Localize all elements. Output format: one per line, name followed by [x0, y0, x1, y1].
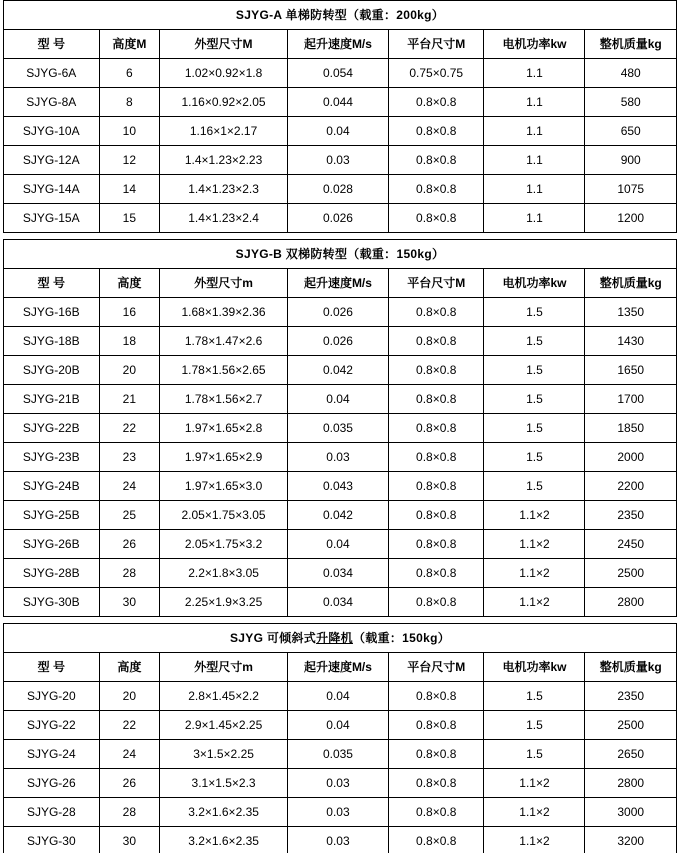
cell-dimensions: 1.97×1.65×3.0 [160, 472, 288, 501]
cell-weight: 480 [585, 59, 677, 88]
table-row [4, 146, 677, 175]
cell-platform-size: 0.8×0.8 [388, 356, 484, 385]
cell-motor-power: 1.1×2 [484, 559, 585, 588]
cell-platform-size: 0.8×0.8 [388, 117, 484, 146]
column-header-weight: 整机质量kg [585, 269, 677, 298]
cell-lift-speed: 0.04 [287, 711, 388, 740]
cell-motor-power: 1.5 [484, 356, 585, 385]
cell-platform-size: 0.8×0.8 [388, 443, 484, 472]
cell-platform-size: 0.8×0.8 [388, 146, 484, 175]
table-row [4, 175, 677, 204]
cell-lift-speed: 0.03 [287, 798, 388, 827]
cell-model: SJYG-18B [4, 327, 100, 356]
cell-height: 24 [99, 472, 160, 501]
cell-model: SJYG-24B [4, 472, 100, 501]
table-title-row [4, 240, 677, 269]
cell-dimensions: 2.8×1.45×2.2 [160, 682, 288, 711]
cell-platform-size: 0.8×0.8 [388, 827, 484, 853]
table-row [4, 298, 677, 327]
column-header-platform-size: 平台尺寸M [388, 269, 484, 298]
cell-weight: 2000 [585, 443, 677, 472]
cell-motor-power: 1.5 [484, 298, 585, 327]
spec-table-sjyg-tiltable [3, 623, 677, 853]
cell-model: SJYG-28B [4, 559, 100, 588]
cell-lift-speed: 0.026 [287, 204, 388, 233]
cell-dimensions: 3.1×1.5×2.3 [160, 769, 288, 798]
cell-dimensions: 2.2×1.8×3.05 [160, 559, 288, 588]
column-header-weight: 整机质量kg [585, 653, 677, 682]
cell-lift-speed: 0.03 [287, 443, 388, 472]
cell-height: 26 [99, 530, 160, 559]
cell-lift-speed: 0.04 [287, 385, 388, 414]
section-title: SJYG-A 单梯防转型（载重：200kg） [4, 1, 677, 30]
cell-model: SJYG-16B [4, 298, 100, 327]
cell-model: SJYG-22B [4, 414, 100, 443]
cell-height: 10 [99, 117, 160, 146]
cell-weight: 2500 [585, 711, 677, 740]
cell-dimensions: 1.4×1.23×2.4 [160, 204, 288, 233]
table-row [4, 414, 677, 443]
spec-table-sjyg-a [3, 0, 677, 233]
table-row [4, 88, 677, 117]
column-header-motor-power: 电机功率kw [484, 269, 585, 298]
cell-weight: 900 [585, 146, 677, 175]
cell-motor-power: 1.1×2 [484, 798, 585, 827]
cell-motor-power: 1.1×2 [484, 588, 585, 617]
cell-height: 28 [99, 559, 160, 588]
cell-dimensions: 1.4×1.23×2.3 [160, 175, 288, 204]
column-header-height: 高度 [99, 653, 160, 682]
cell-model: SJYG-30 [4, 827, 100, 853]
cell-height: 12 [99, 146, 160, 175]
cell-lift-speed: 0.04 [287, 530, 388, 559]
cell-platform-size: 0.8×0.8 [388, 798, 484, 827]
cell-lift-speed: 0.028 [287, 175, 388, 204]
table-row [4, 682, 677, 711]
table-row [4, 356, 677, 385]
table-row [4, 385, 677, 414]
cell-platform-size: 0.8×0.8 [388, 327, 484, 356]
cell-model: SJYG-12A [4, 146, 100, 175]
cell-motor-power: 1.5 [484, 327, 585, 356]
cell-lift-speed: 0.03 [287, 827, 388, 853]
cell-height: 20 [99, 682, 160, 711]
cell-motor-power: 1.1×2 [484, 827, 585, 853]
cell-weight: 1700 [585, 385, 677, 414]
cell-lift-speed: 0.042 [287, 501, 388, 530]
cell-dimensions: 3.2×1.6×2.35 [160, 798, 288, 827]
cell-model: SJYG-22 [4, 711, 100, 740]
cell-motor-power: 1.1×2 [484, 501, 585, 530]
cell-model: SJYG-21B [4, 385, 100, 414]
cell-weight: 1850 [585, 414, 677, 443]
cell-platform-size: 0.8×0.8 [388, 175, 484, 204]
cell-platform-size: 0.8×0.8 [388, 711, 484, 740]
table-row [4, 769, 677, 798]
cell-platform-size: 0.8×0.8 [388, 501, 484, 530]
cell-height: 22 [99, 711, 160, 740]
cell-height: 23 [99, 443, 160, 472]
cell-height: 28 [99, 798, 160, 827]
cell-weight: 2800 [585, 769, 677, 798]
column-header-lift-speed: 起升速度M/s [287, 269, 388, 298]
cell-weight: 2350 [585, 682, 677, 711]
cell-model: SJYG-28 [4, 798, 100, 827]
cell-weight: 2350 [585, 501, 677, 530]
cell-dimensions: 1.97×1.65×2.9 [160, 443, 288, 472]
cell-dimensions: 1.16×1×2.17 [160, 117, 288, 146]
cell-weight: 1200 [585, 204, 677, 233]
table-row [4, 559, 677, 588]
cell-model: SJYG-23B [4, 443, 100, 472]
cell-lift-speed: 0.054 [287, 59, 388, 88]
cell-height: 14 [99, 175, 160, 204]
column-header-motor-power: 电机功率kw [484, 653, 585, 682]
cell-height: 30 [99, 827, 160, 853]
table-row [4, 711, 677, 740]
cell-weight: 2200 [585, 472, 677, 501]
column-header-dimensions: 外型尺寸M [160, 30, 288, 59]
cell-platform-size: 0.75×0.75 [388, 59, 484, 88]
cell-model: SJYG-30B [4, 588, 100, 617]
table-title-row [4, 1, 677, 30]
cell-platform-size: 0.8×0.8 [388, 740, 484, 769]
cell-height: 25 [99, 501, 160, 530]
column-header-platform-size: 平台尺寸M [388, 653, 484, 682]
cell-lift-speed: 0.03 [287, 769, 388, 798]
cell-weight: 2450 [585, 530, 677, 559]
table-header-row [4, 30, 677, 59]
cell-model: SJYG-10A [4, 117, 100, 146]
section-title-prefix: SJYG 可倾斜式 [230, 631, 317, 645]
table-header-row [4, 269, 677, 298]
cell-lift-speed: 0.04 [287, 117, 388, 146]
cell-lift-speed: 0.026 [287, 298, 388, 327]
column-header-platform-size: 平台尺寸M [388, 30, 484, 59]
cell-motor-power: 1.5 [484, 740, 585, 769]
section-title-link[interactable]: 升降机 [316, 631, 353, 645]
cell-height: 21 [99, 385, 160, 414]
cell-lift-speed: 0.042 [287, 356, 388, 385]
cell-dimensions: 1.78×1.56×2.7 [160, 385, 288, 414]
cell-dimensions: 1.78×1.47×2.6 [160, 327, 288, 356]
cell-dimensions: 2.9×1.45×2.25 [160, 711, 288, 740]
table-title-row [4, 624, 677, 653]
spec-table-sjyg-b [3, 239, 677, 617]
cell-motor-power: 1.1 [484, 117, 585, 146]
cell-platform-size: 0.8×0.8 [388, 559, 484, 588]
cell-motor-power: 1.1 [484, 59, 585, 88]
cell-lift-speed: 0.034 [287, 588, 388, 617]
cell-dimensions: 1.97×1.65×2.8 [160, 414, 288, 443]
table-row [4, 501, 677, 530]
cell-motor-power: 1.1 [484, 204, 585, 233]
cell-motor-power: 1.5 [484, 385, 585, 414]
cell-model: SJYG-8A [4, 88, 100, 117]
cell-height: 16 [99, 298, 160, 327]
column-header-height: 高度M [99, 30, 160, 59]
cell-dimensions: 1.16×0.92×2.05 [160, 88, 288, 117]
cell-motor-power: 1.5 [484, 711, 585, 740]
cell-motor-power: 1.1 [484, 146, 585, 175]
cell-platform-size: 0.8×0.8 [388, 298, 484, 327]
cell-model: SJYG-20 [4, 682, 100, 711]
cell-model: SJYG-15A [4, 204, 100, 233]
cell-dimensions: 2.05×1.75×3.05 [160, 501, 288, 530]
cell-weight: 1075 [585, 175, 677, 204]
cell-weight: 1350 [585, 298, 677, 327]
cell-motor-power: 1.5 [484, 682, 585, 711]
cell-model: SJYG-25B [4, 501, 100, 530]
cell-model: SJYG-26 [4, 769, 100, 798]
cell-weight: 3200 [585, 827, 677, 853]
column-header-dimensions: 外型尺寸m [160, 653, 288, 682]
cell-weight: 1650 [585, 356, 677, 385]
cell-dimensions: 3×1.5×2.25 [160, 740, 288, 769]
cell-height: 22 [99, 414, 160, 443]
table-row [4, 443, 677, 472]
cell-platform-size: 0.8×0.8 [388, 682, 484, 711]
cell-weight: 3000 [585, 798, 677, 827]
cell-weight: 2500 [585, 559, 677, 588]
cell-motor-power: 1.1×2 [484, 530, 585, 559]
column-header-weight: 整机质量kg [585, 30, 677, 59]
cell-platform-size: 0.8×0.8 [388, 385, 484, 414]
column-header-model: 型 号 [4, 653, 100, 682]
cell-dimensions: 1.02×0.92×1.8 [160, 59, 288, 88]
cell-platform-size: 0.8×0.8 [388, 472, 484, 501]
cell-height: 15 [99, 204, 160, 233]
cell-weight: 650 [585, 117, 677, 146]
cell-motor-power: 1.5 [484, 414, 585, 443]
cell-height: 24 [99, 740, 160, 769]
cell-model: SJYG-26B [4, 530, 100, 559]
cell-lift-speed: 0.034 [287, 559, 388, 588]
cell-motor-power: 1.1 [484, 88, 585, 117]
cell-lift-speed: 0.044 [287, 88, 388, 117]
cell-motor-power: 1.1 [484, 175, 585, 204]
cell-model: SJYG-6A [4, 59, 100, 88]
table-row [4, 740, 677, 769]
cell-dimensions: 2.25×1.9×3.25 [160, 588, 288, 617]
cell-platform-size: 0.8×0.8 [388, 588, 484, 617]
cell-height: 26 [99, 769, 160, 798]
cell-lift-speed: 0.043 [287, 472, 388, 501]
cell-height: 30 [99, 588, 160, 617]
cell-height: 8 [99, 88, 160, 117]
cell-dimensions: 1.4×1.23×2.23 [160, 146, 288, 175]
table-row [4, 472, 677, 501]
cell-platform-size: 0.8×0.8 [388, 769, 484, 798]
cell-dimensions: 1.68×1.39×2.36 [160, 298, 288, 327]
table-row [4, 117, 677, 146]
cell-model: SJYG-14A [4, 175, 100, 204]
cell-weight: 2800 [585, 588, 677, 617]
cell-height: 18 [99, 327, 160, 356]
column-header-lift-speed: 起升速度M/s [287, 653, 388, 682]
section-title: SJYG-B 双梯防转型（载重：150kg） [4, 240, 677, 269]
cell-weight: 580 [585, 88, 677, 117]
cell-lift-speed: 0.03 [287, 146, 388, 175]
cell-lift-speed: 0.035 [287, 414, 388, 443]
column-header-model: 型 号 [4, 269, 100, 298]
cell-dimensions: 3.2×1.6×2.35 [160, 827, 288, 853]
column-header-model: 型 号 [4, 30, 100, 59]
table-row [4, 798, 677, 827]
cell-height: 20 [99, 356, 160, 385]
cell-dimensions: 2.05×1.75×3.2 [160, 530, 288, 559]
cell-motor-power: 1.5 [484, 443, 585, 472]
section-title-suffix: （载重：150kg） [352, 631, 450, 645]
table-row [4, 588, 677, 617]
cell-platform-size: 0.8×0.8 [388, 530, 484, 559]
cell-dimensions: 1.78×1.56×2.65 [160, 356, 288, 385]
table-row [4, 59, 677, 88]
column-header-height: 高度 [99, 269, 160, 298]
cell-lift-speed: 0.04 [287, 682, 388, 711]
table-row [4, 327, 677, 356]
cell-model: SJYG-24 [4, 740, 100, 769]
column-header-motor-power: 电机功率kw [484, 30, 585, 59]
table-row [4, 530, 677, 559]
cell-motor-power: 1.5 [484, 472, 585, 501]
cell-platform-size: 0.8×0.8 [388, 204, 484, 233]
cell-height: 6 [99, 59, 160, 88]
section-title [4, 624, 677, 653]
table-row [4, 204, 677, 233]
cell-platform-size: 0.8×0.8 [388, 414, 484, 443]
cell-weight: 1430 [585, 327, 677, 356]
table-header-row [4, 653, 677, 682]
cell-platform-size: 0.8×0.8 [388, 88, 484, 117]
column-header-dimensions: 外型尺寸m [160, 269, 288, 298]
table-row [4, 827, 677, 853]
cell-weight: 2650 [585, 740, 677, 769]
cell-motor-power: 1.1×2 [484, 769, 585, 798]
cell-lift-speed: 0.026 [287, 327, 388, 356]
column-header-lift-speed: 起升速度M/s [287, 30, 388, 59]
cell-lift-speed: 0.035 [287, 740, 388, 769]
cell-model: SJYG-20B [4, 356, 100, 385]
